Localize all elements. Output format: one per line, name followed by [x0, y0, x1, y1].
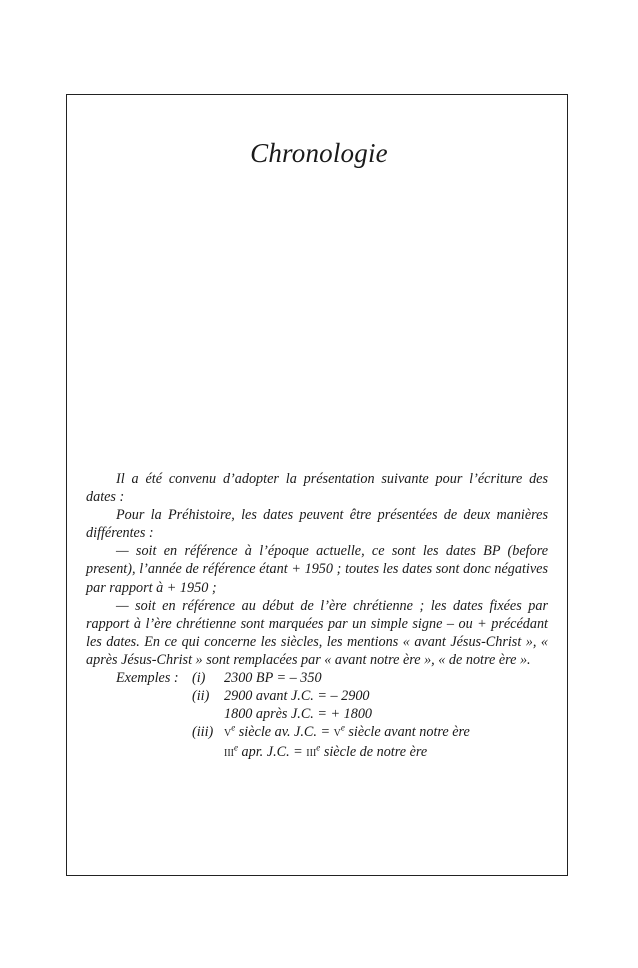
example-text: 2300 BP = – 350: [224, 670, 322, 687]
roman-numeral: III: [306, 748, 317, 760]
example-text-part: siècle av. J.C. =: [235, 724, 334, 741]
example-number: (iii): [192, 724, 214, 741]
example-text-part: siècle de notre ère: [320, 744, 428, 761]
ordinal-suffix: e: [234, 742, 238, 753]
roman-numeral: V: [333, 728, 341, 740]
roman-numeral: V: [224, 728, 232, 740]
example-text: 1800 après J.C. = + 1800: [224, 706, 373, 723]
example-row: [86, 687, 548, 705]
body-text: [86, 470, 548, 764]
example-row: [86, 669, 548, 687]
paragraph-prehistory: Pour la Préhistoire, les dates peuvent être présentées de deux manières différentes :: [86, 507, 548, 542]
example-row-century: [86, 723, 548, 743]
example-text-part: apr. J.C. =: [238, 744, 307, 761]
example-number: [192, 705, 224, 723]
example-number: (i): [192, 670, 206, 687]
ordinal-suffix: e: [340, 722, 345, 733]
example-row: [86, 705, 548, 723]
example-text: [224, 743, 427, 763]
paragraph-bp-dates: — soit en référence à l’époque actuelle, ce sont les dates BP (before present), l’année de référence étant + 1950 ; toutes les dates sont donc négatives par rapport à + 1950 ;: [86, 543, 548, 596]
example-number: [192, 743, 224, 763]
paragraph-christian-era: — soit en référence au début de l’ère chrétienne ; les dates fixées par rapport à l’ère chrétienne sont marquées par un simple signe – ou + précédant les dates. En ce qui concerne les siècles, les mentions « avant Jésus-Christ », « après Jésus-Christ » sont remplacées par « avant notre ère », « de notre ère ».: [86, 597, 548, 668]
examples-label: Exemples :: [116, 670, 179, 687]
example-row-century: [86, 743, 548, 763]
example-text: 2900 avant J.C. = – 2900: [224, 688, 370, 705]
roman-numeral: III: [224, 748, 234, 760]
example-number: (ii): [192, 688, 210, 705]
example-text-part: siècle avant notre ère: [344, 724, 470, 741]
ordinal-suffix: e: [231, 722, 236, 733]
ordinal-suffix: e: [316, 742, 321, 753]
chapter-title: Chronologie: [250, 138, 388, 168]
paragraph-intro: Il a été convenu d’adopter la présentation suivante pour l’écriture des dates :: [86, 471, 548, 506]
example-text: [224, 723, 470, 743]
